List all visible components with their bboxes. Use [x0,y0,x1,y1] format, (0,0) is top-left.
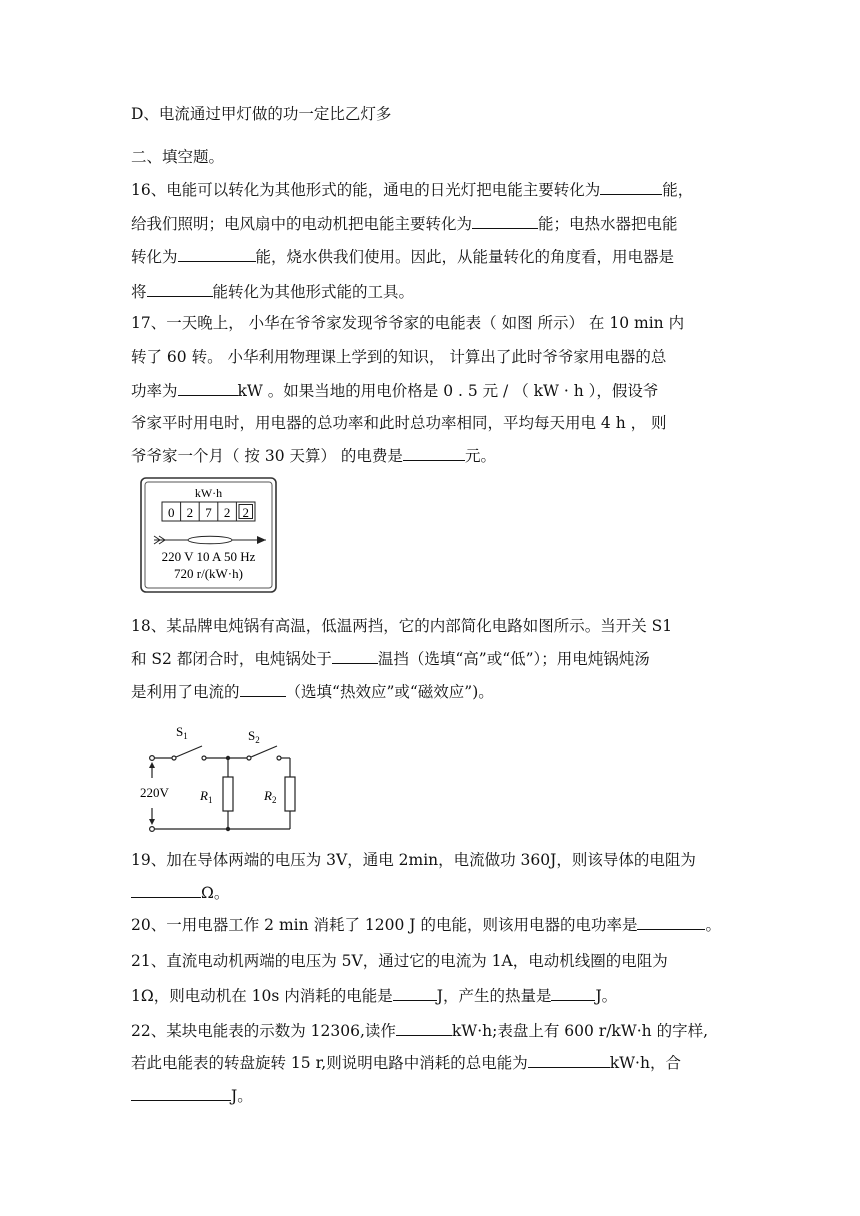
q18-text: 和 S2 都闭合时，电炖锅处于 [131,650,332,668]
q19-line-2 [131,882,229,903]
arrow-head-down [149,819,155,825]
switch-contact [172,756,176,760]
q16-text: 将 [131,283,147,301]
answer-blank[interactable] [528,1052,610,1068]
q19-line-1: 19、加在导体两端的电压为 3V，通电 2min，电流做功 360J，则该导体的电阻为 [131,851,696,869]
q22-line-2 [131,1052,681,1073]
q17-line-2: 转了 60 转。 小华利用物理课上学到的知识， 计算出了此时爷爷家用电器的总 [131,348,667,366]
section-heading: 二、填空题。 [131,148,225,166]
q15-option-d: D、电流通过甲灯做的功一定比乙灯多 [131,105,392,123]
junction-dot [226,827,230,831]
q17-text: kW 。如果当地的用电价格是 0 . 5 元 / （ kW · h ），假设爷 [237,382,659,400]
label-r1: $R_1$ [200,788,213,805]
q22-text: 22、某块电能表的示数为 12306,读作 [131,1022,396,1040]
answer-blank[interactable] [131,1085,231,1101]
q22-text: J。 [231,1087,253,1105]
q16-text: 转化为 [131,248,178,266]
resistor-r2 [285,777,295,811]
q22-text: kW·h，合 [609,1054,681,1072]
q18-text: 温挡（选填“高”或“低”）；用电炖锅炖汤 [377,650,650,668]
answer-blank[interactable] [178,380,238,396]
junction-dot [226,756,230,760]
q22-text: 若此电能表的转盘旋转 15 r,则说明电路中消耗的总电能为 [131,1054,528,1072]
rotating-disc [188,536,232,544]
q16-line-2 [131,213,678,234]
answer-blank[interactable] [396,1020,452,1036]
switch-contact [202,756,206,760]
label-r2: $R_2$ [264,788,277,805]
terminal-bottom [150,827,155,832]
q16-line-3 [131,246,674,267]
terminal-top [150,756,155,761]
switch-s1-blade [176,746,202,757]
electric-meter-figure [140,477,277,593]
q17-text: 爷爷家一个月（ 按 30 天算） 的电费是 [131,447,403,465]
meter-digit: 2 [223,505,231,520]
meter-digit: 2 [242,505,249,520]
q21-text: 1Ω，则电动机在 10s 内消耗的电能是 [131,987,393,1005]
label-s2: $S_2$ [248,728,260,745]
q18-line-2 [131,648,650,669]
q16-text: 16、电能可以转化为其他形式的能，通电的日光灯把电能主要转化为 [131,181,601,199]
meter-rating: 220 V 10 A 50 Hz [161,549,256,564]
q17-text: 元。 [464,447,496,465]
q16-text: 能；电热水器把电能 [538,215,678,233]
switch-s2-blade [251,746,277,757]
answer-blank[interactable] [131,882,201,898]
q22-text: kW·h;表盘上有 600 r/kW·h 的字样, [451,1022,709,1040]
label-s1: $S_1$ [176,724,188,741]
q18-line-1: 18、某品牌电炖锅有高温，低温两挡，它的内部简化电路如图所示。当开关 S1 [131,617,673,635]
q17-line-1: 17、一天晚上， 小华在爷爷家发现爷爷家的电能表（ 如图 所示） 在 10 min 内 [131,314,685,332]
answer-blank[interactable] [332,648,378,664]
q16-text: 给我们照明；电风扇中的电动机把电能主要转化为 [131,215,473,233]
q17-line-3 [131,380,658,401]
arrow-head-up [149,762,155,768]
meter-digit: 0 [168,505,175,520]
answer-blank[interactable] [600,179,662,195]
q16-text: 能转化为其他形式能的工具。 [212,283,415,301]
q16-line-1 [131,179,693,200]
q22-line-3 [131,1085,253,1106]
q19-text: Ω。 [201,884,230,902]
q20-text: 20、一用电器工作 2 min 消耗了 1200 J 的电能，则该用电器的电功率是 [131,916,638,934]
answer-blank[interactable] [472,213,538,229]
answer-blank[interactable] [240,681,286,697]
answer-blank[interactable] [393,985,437,1001]
q16-text: 能，烧水供我们使用。因此，从能量转化的角度看，用电器是 [255,248,675,266]
answer-blank[interactable] [147,281,213,297]
answer-blank[interactable] [637,914,705,930]
meter-digit: 2 [186,505,194,520]
q22-line-1 [131,1020,708,1041]
q17-line-4: 爷家平时用电时，用电器的总功率和此时总功率相同，平均每天用电 4 h ， 则 [131,414,667,432]
label-voltage: 220V [140,785,169,800]
switch-contact [277,756,281,760]
q17-line-5 [131,445,496,466]
answer-blank[interactable] [178,246,256,262]
resistor-r1 [223,777,233,811]
q21-text: J，产生的热量是 [436,987,552,1005]
q16-line-4 [131,281,414,302]
circuit-diagram [140,720,315,834]
q16-text: 能， [662,181,694,199]
q18-line-3 [131,681,494,702]
q21-text: J。 [595,987,618,1005]
meter-constant: 720 r/(kW·h) [174,566,243,581]
q21-line-1: 21、直流电动机两端的电压为 5V，通过它的电流为 1A，电动机线圈的电阻为 [131,952,668,970]
switch-contact [247,756,251,760]
q20-line-1 [131,914,721,935]
answer-blank[interactable] [403,445,465,461]
answer-blank[interactable] [551,985,595,1001]
meter-unit: kW·h [194,486,223,500]
q21-line-2 [131,985,617,1006]
q18-text: 是利用了电流的 [131,683,240,701]
q20-text: 。 [705,916,721,934]
q18-text: （选填“热效应”或“磁效应”)。 [285,683,494,701]
meter-digit: 7 [205,505,212,520]
q17-text: 功率为 [131,382,178,400]
